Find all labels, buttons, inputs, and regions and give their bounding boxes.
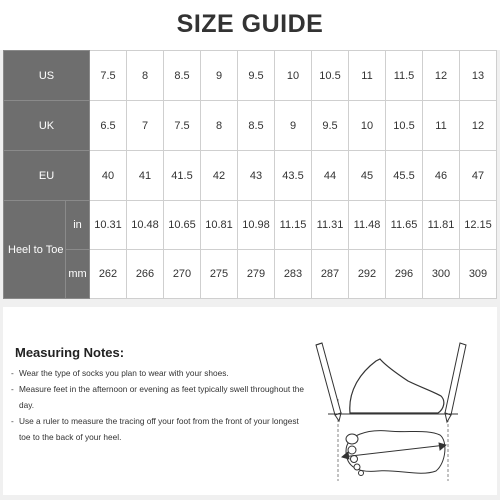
cell: 41.5 (164, 151, 201, 201)
cell: 11.31 (312, 201, 349, 250)
cell: 9 (275, 101, 312, 151)
note-item: - Use a ruler to measure the tracing off your foot from the front of your longest toe to the back of your heel. (11, 413, 311, 445)
row-heel-to-toe-mm (4, 250, 497, 299)
cell: 9 (201, 51, 238, 101)
cell: 11 (423, 101, 460, 151)
foot-side-icon (350, 359, 444, 413)
cell: 8.5 (164, 51, 201, 101)
title-bar (0, 0, 500, 50)
cell: 7.5 (164, 101, 201, 151)
cell: 8.5 (238, 101, 275, 151)
cell: 8 (201, 101, 238, 151)
row-label-us: US (4, 51, 90, 101)
note-item: - Measure feet in the afternoon or evening as feet typically swell throughout the day. (11, 381, 311, 413)
cell: 11.15 (275, 201, 312, 250)
cell: 10.5 (386, 101, 423, 151)
cell: 10.98 (238, 201, 275, 250)
cell: 12.15 (460, 201, 497, 250)
row-label-uk: UK (4, 101, 90, 151)
cell: 11.65 (386, 201, 423, 250)
cell: 10 (275, 51, 312, 101)
cell: 46 (423, 151, 460, 201)
cell: 12 (460, 101, 497, 151)
cell: 10 (349, 101, 386, 151)
cell: 275 (201, 250, 238, 299)
page-title: SIZE GUIDE (176, 10, 324, 38)
size-table (3, 50, 497, 299)
cell: 10.81 (201, 201, 238, 250)
cell: 262 (90, 250, 127, 299)
cell: 11.48 (349, 201, 386, 250)
foot-measuring-diagram (308, 321, 483, 486)
measuring-notes-panel (3, 307, 497, 495)
cell: 266 (127, 250, 164, 299)
cell: 13 (460, 51, 497, 101)
row-us (4, 51, 497, 101)
cell: 41 (127, 151, 164, 201)
unit-label-mm: mm (66, 250, 90, 299)
cell: 11.81 (423, 201, 460, 250)
cell: 45 (349, 151, 386, 201)
cell: 45.5 (386, 151, 423, 201)
notes-list (11, 365, 311, 445)
row-label-heel-to-toe: Heel to Toe (4, 201, 66, 299)
cell: 44 (312, 151, 349, 201)
cell: 9.5 (238, 51, 275, 101)
cell: 47 (460, 151, 497, 201)
pencil-icon (316, 343, 341, 421)
row-uk (4, 101, 497, 151)
pencil-icon (445, 343, 466, 422)
row-eu (4, 151, 497, 201)
notes-title: Measuring Notes: (15, 345, 125, 360)
cell: 10.48 (127, 201, 164, 250)
cell: 8 (127, 51, 164, 101)
cell: 43.5 (275, 151, 312, 201)
cell: 300 (423, 250, 460, 299)
cell: 292 (349, 250, 386, 299)
cell: 309 (460, 250, 497, 299)
footprint-icon (346, 431, 445, 476)
cell: 9.5 (312, 101, 349, 151)
cell: 6.5 (90, 101, 127, 151)
cell: 43 (238, 151, 275, 201)
cell: 10.31 (90, 201, 127, 250)
row-heel-to-toe-in (4, 201, 497, 250)
cell: 270 (164, 250, 201, 299)
cell: 7 (127, 101, 164, 151)
cell: 10.5 (312, 51, 349, 101)
cell: 10.65 (164, 201, 201, 250)
cell: 42 (201, 151, 238, 201)
cell: 40 (90, 151, 127, 201)
cell: 296 (386, 250, 423, 299)
cell: 12 (423, 51, 460, 101)
row-label-eu: EU (4, 151, 90, 201)
cell: 11.5 (386, 51, 423, 101)
cell: 11 (349, 51, 386, 101)
note-item: - Wear the type of socks you plan to wear with your shoes. (11, 365, 311, 381)
cell: 287 (312, 250, 349, 299)
cell: 283 (275, 250, 312, 299)
cell: 7.5 (90, 51, 127, 101)
unit-label-in: in (66, 201, 90, 250)
cell: 279 (238, 250, 275, 299)
